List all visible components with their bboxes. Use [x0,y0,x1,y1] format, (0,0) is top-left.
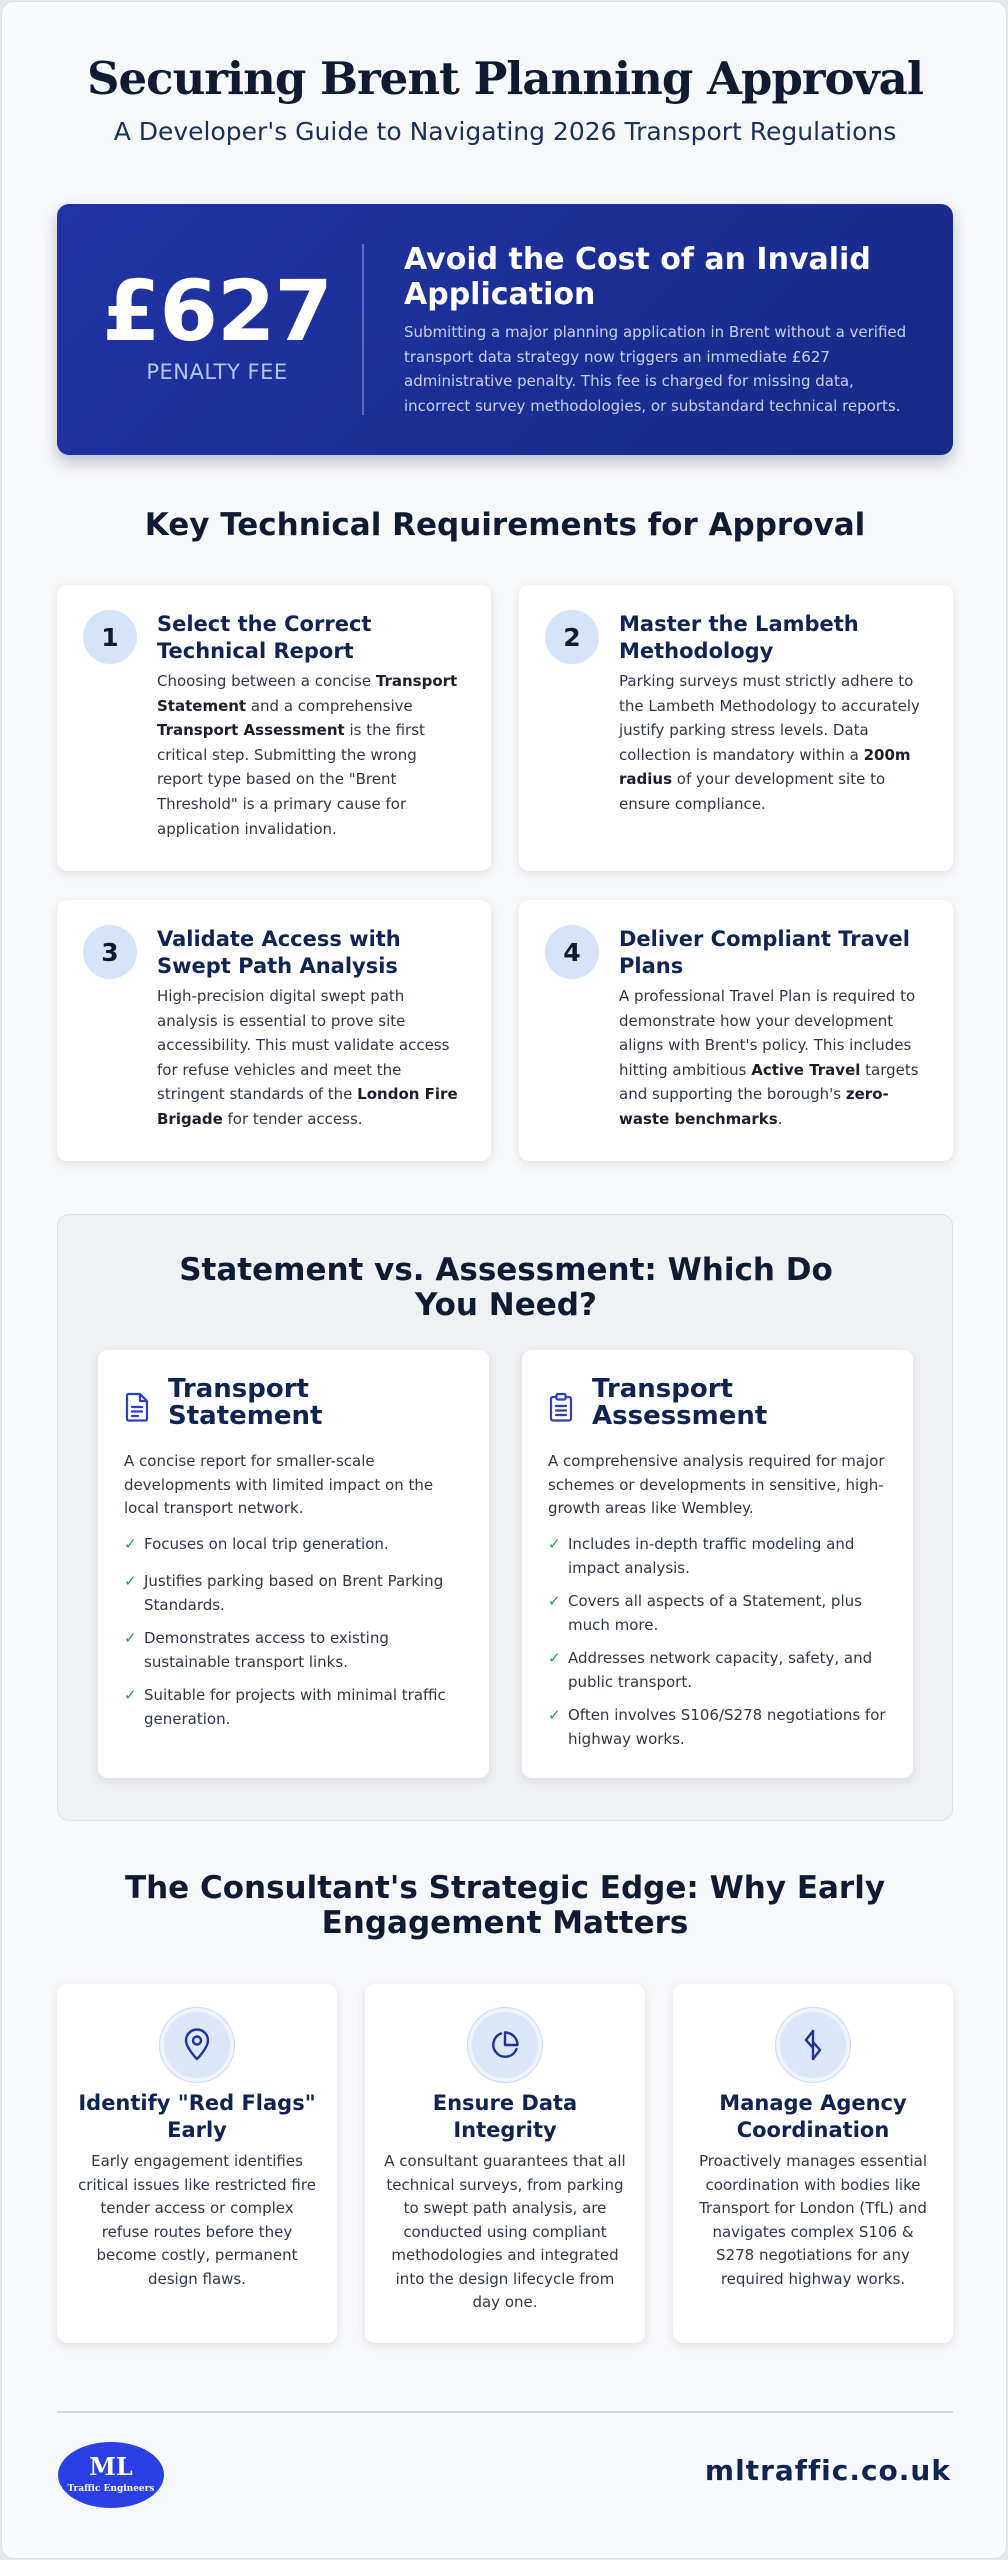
check-icon: ✓ [124,1686,137,1704]
edge-title: Manage Agency Coordination [719,2091,907,2142]
requirement-number: 3 [83,925,137,979]
penalty-label: PENALTY FEE [146,360,288,384]
check-icon: ✓ [548,1592,561,1610]
document-icon [124,1392,150,1426]
requirement-number: 4 [545,925,599,979]
penalty-amount: £627 [102,262,332,360]
edge-heading: The Consultant's Strategic Edge: Why Early Engagement Matters [124,1870,886,1941]
transport-statement-card: Transport Statement A concise report for smaller-scale developments with limited impact on the local transport network. ✓ Focuses on local trip generation. ✓ Justifies parking based on Brent Parking Standards. ✓ Demonstrates access to existing sustainable transport links. ✓ Suitable for projects with minimal traffic generation. [98,1350,489,1778]
edge-title: Identify "Red Flags" Early [78,2091,316,2142]
company-logo[interactable] [58,2442,164,2508]
infographic-page [1,1,1007,2559]
edge-card-2 [365,1984,645,2343]
requirement-text: Parking surveys must strictly adhere to the Lambeth Methodology to accurately justify parking stress levels. Data collection is mandatory within a 200m radius of your development site to ensure compliance. [619,672,920,813]
check-icon: ✓ [124,1535,137,1553]
card-title: Transport Assessment [592,1374,768,1431]
clipboard-icon [548,1392,574,1426]
requirement-text: Choosing between a concise Transport Statement and a comprehensive Transport Assessment is the first critical step. Submitting the wrong report type based on the "Brent Threshold" is a primary cause for application invalidation. [157,672,458,838]
edge-text: A consultant guarantees that all technical surveys, from parking to swept path analysis, are conducted using compliant methodologies and integrated into the design lifecycle from day one. [384,2152,626,2311]
edge-card-3 [673,1984,953,2343]
check-icon: ✓ [548,1706,561,1724]
penalty-banner [57,204,953,455]
transport-assessment-card: Transport Assessment A comprehensive analysis required for major schemes or developments in sensitive, high-growth areas like Wembley. ✓ Includes in-depth traffic modeling and impact analysis. ✓ Covers all aspects of a Statement, plus much more. ✓ Addresses network capacity, safety, and public transport. ✓ Often involves S106/S278 negotiations for highway works. [522,1350,913,1778]
requirement-title: Validate Access with Swept Path Analysis [157,927,401,978]
requirement-title: Deliver Compliant Travel Plans [619,927,910,978]
check-icon: ✓ [124,1629,137,1647]
card-description: A concise report for smaller-scale developments with limited impact on the local transport network. [124,1452,434,1517]
edge-text: Proactively manages essential coordination with bodies like Transport for London (TfL) and navigates complex S106 & S278 negotiations for any required highway works. [698,2152,928,2288]
navigation-arrows-icon [776,2008,850,2082]
penalty-title: Avoid the Cost of an Invalid Application [404,242,871,312]
comparison-heading: Statement vs. Assessment: Which Do You Need? [179,1252,833,1323]
requirement-number: 2 [545,610,599,664]
requirement-text: High-precision digital swept path analysis is essential to prove site accessibility. This must validate access for refuse vehicles and meet the stringent standards of the London Fire Brigade for tender access. [157,987,458,1128]
comparison-section [57,1214,953,1821]
requirement-text: A professional Travel Plan is required to demonstrate how your development aligns with Brent's policy. This includes hitting ambitious Active Travel targets and supporting the borough's zero-waste benchmarks. [619,987,919,1128]
requirement-card-4 [519,900,953,1161]
requirement-card-2 [519,585,953,871]
card-description: A comprehensive analysis required for major schemes or developments in sensitive, high-growth areas like Wembley. [548,1452,885,1517]
check-icon: ✓ [548,1649,561,1667]
edge-title: Ensure Data Integrity [432,2091,578,2142]
pie-chart-icon [468,2008,542,2082]
check-icon: ✓ [124,1572,137,1590]
requirement-card-1 [57,585,491,871]
requirement-title: Master the Lambeth Methodology [619,612,859,663]
page-subtitle: A Developer's Guide to Navigating 2026 Transport Regulations [113,117,897,146]
card-title: Transport Statement [168,1374,323,1431]
edge-text: Early engagement identifies critical issues like restricted fire tender access or complex refuse routes before they become costly, permanent design flaws. [78,2152,316,2288]
page-title: Securing Brent Planning Approval [87,52,923,105]
map-pin-icon [160,2008,234,2082]
requirement-card-3 [57,900,491,1161]
check-icon: ✓ [548,1535,561,1553]
website-link[interactable]: mltraffic.co.uk [704,2454,951,2487]
banner-divider [362,244,364,415]
requirement-number: 1 [83,610,137,664]
logo-initials: ML [89,2452,133,2481]
logo-tagline: Traffic Engineers [67,2484,155,2494]
footer-divider [57,2411,953,2413]
penalty-text: Submitting a major planning application in Brent without a verified transport data strategy now triggers an immediate £627 administrative penalty. This fee is charged for missing data, incorrect survey methodologies, or substandard technical reports. [404,323,907,415]
requirements-heading: Key Technical Requirements for Approval [144,507,866,543]
requirement-title: Select the Correct Technical Report [157,612,372,663]
edge-card-1 [57,1984,337,2343]
